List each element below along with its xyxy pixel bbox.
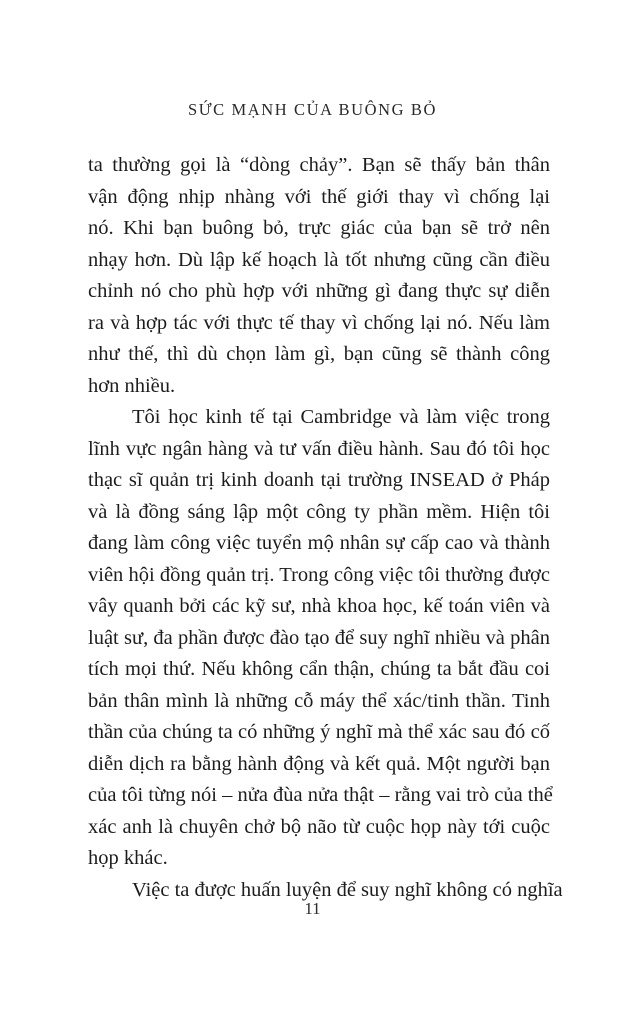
text-line: hơn nhiều. [88,374,176,397]
body-text [88,150,563,906]
text-line: ra và hợp tác với thực tế thay vì chống lại nó. Nếu làm [88,311,550,334]
text-line: đang làm công việc tuyển mộ nhân sự cấp cao và thành [88,532,550,554]
text-line: luật sư, đa phần được đào tạo để suy nghĩ nhiều và phân [88,626,550,649]
text-line: Việc ta được huấn luyện để suy nghĩ không có nghĩa [132,878,563,901]
text-line: xác anh là chuyên chở bộ não từ cuộc họp này tới cuộc [88,815,550,838]
text-line: và là đồng sáng lập một công ty phần mềm. Hiện tôi [88,500,550,523]
text-line: diễn dịch ra bằng hành động và kết quả. Một người bạn [88,752,550,775]
page-number: 11 [304,899,321,918]
text-line: viên hội đồng quản trị. Trong công việc tôi thường được [88,563,550,586]
text-line: nhạy hơn. Dù lập kế hoạch là tốt nhưng cũng cần điều [88,248,550,271]
text-line: ta thường gọi là “dòng chảy”. Bạn sẽ thấy bản thân [88,154,550,176]
text-line: chỉnh nó cho phù hợp với những gì đang thực sự diễn [88,280,550,302]
running-head: SỨC MẠNH CỦA BUÔNG BỎ [187,100,438,119]
text-line: bản thân mình là những cỗ máy thể xác/tinh thần. Tinh [88,689,550,712]
text-line: tích mọi thứ. Nếu không cẩn thận, chúng ta bắt đầu coi [88,658,550,680]
text-line: vận động nhịp nhàng với thế giới thay vì chống lại [88,185,550,208]
text-line: Tôi học kinh tế tại Cambridge và làm việc trong [132,406,550,428]
text-line: thạc sĩ quản trị kinh doanh tại trường INSEAD ở Pháp [88,469,550,491]
text-line: nó. Khi bạn buông bỏ, trực giác của bạn sẽ trở nên [88,217,550,239]
text-line: như thế, thì dù chọn làm gì, bạn cũng sẽ thành công [88,343,550,365]
text-line: thần của chúng ta có những ý nghĩ mà thể xác sau đó cố [88,721,550,743]
text-line: của tôi từng nói – nửa đùa nửa thật – rằng vai trò của thể [88,784,553,806]
text-line: lĩnh vực ngân hàng và tư vấn điều hành. Sau đó tôi học [88,437,550,460]
text-line: họp khác. [88,847,168,869]
text-line: vây quanh bởi các kỹ sư, nhà khoa học, kế toán viên và [88,595,550,617]
